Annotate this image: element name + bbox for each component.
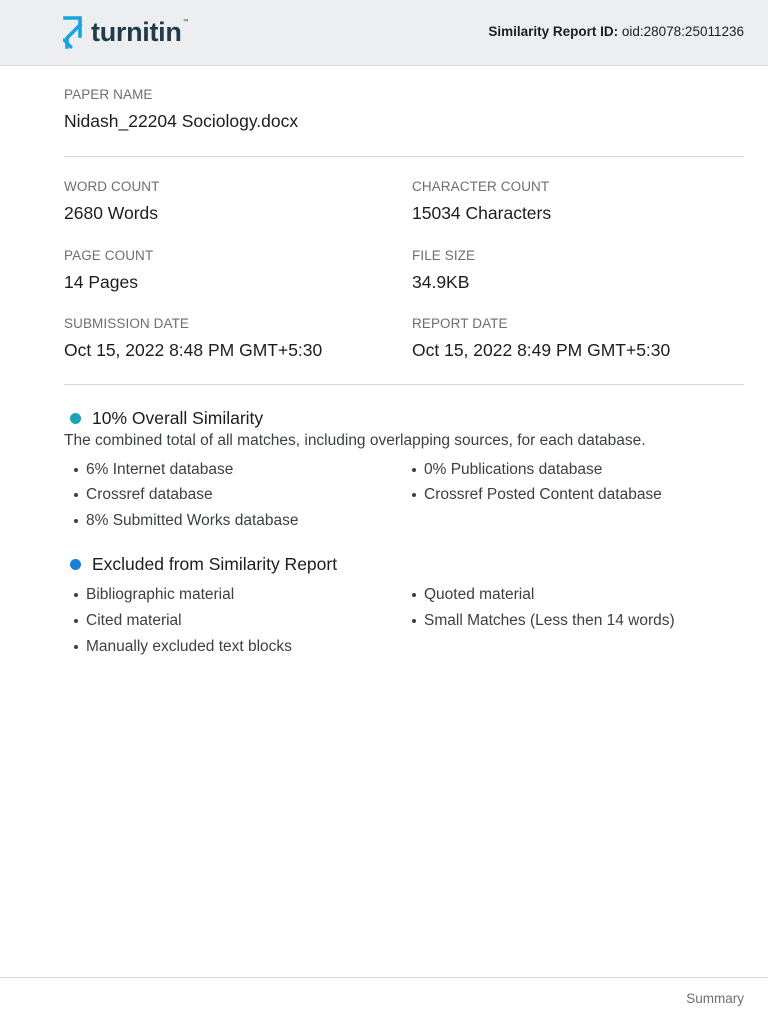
similarity-item [64,461,233,479]
similarity-item [64,512,299,530]
divider-middle [64,384,744,385]
similarity-report-id [488,24,744,39]
excluded-item [402,586,534,604]
excluded-heading [64,554,337,575]
submission-date-value: Oct 15, 2022 8:48 PM GMT+5:30 [64,340,323,360]
report-header [0,0,768,66]
page-count-label: PAGE COUNT [64,248,154,263]
divider-top [64,156,744,157]
bullet-icon [74,468,78,472]
logo-trademark: ™ [182,19,189,25]
excluded-item [64,586,234,604]
turnitin-logo-icon [63,14,87,50]
report-date-value: Oct 15, 2022 8:49 PM GMT+5:30 [412,340,671,360]
bullet-icon [412,619,416,623]
excluded-item [64,638,292,656]
word-count-label: WORD COUNT [64,179,160,194]
similarity-item [402,461,602,479]
similarity-item-label: 0% Publications database [424,461,603,478]
overall-similarity-heading [64,408,263,429]
excluded-item-label: Bibliographic material [86,586,235,603]
bullet-icon [412,593,416,597]
bullet-icon [74,619,78,623]
excluded-item-label: Quoted material [424,586,535,603]
similarity-item [64,486,213,504]
similarity-item [402,486,662,504]
footer-divider [0,977,768,978]
excluded-item [402,612,675,630]
page-count-value: 14 Pages [64,272,138,292]
excluded-item [64,612,182,630]
report-date-label: REPORT DATE [412,316,508,331]
submission-date-label: SUBMISSION DATE [64,316,190,331]
logo-wordmark: turnitin [91,16,182,47]
excluded-item-label: Cited material [86,612,182,629]
similarity-item-label: Crossref Posted Content database [424,486,662,503]
turnitin-logo [63,13,189,51]
excluded-item-label: Manually excluded text blocks [86,638,292,655]
character-count-label: CHARACTER COUNT [412,179,550,194]
paper-name-value: Nidash_22204 Sociology.docx [64,111,299,131]
file-size-label: FILE SIZE [412,248,476,263]
excluded-dot-icon [70,559,81,570]
similarity-item-label: Crossref database [86,486,213,503]
bullet-icon [74,593,78,597]
excluded-item-label: Small Matches (Less then 14 words) [424,612,675,629]
bullet-icon [74,645,78,649]
character-count-value: 15034 Characters [412,203,552,223]
report-id-label: Similarity Report ID: [488,24,619,39]
similarity-item-label: 6% Internet database [86,461,234,478]
bullet-icon [412,493,416,497]
footer-summary-label: Summary [686,991,744,1006]
bullet-icon [74,493,78,497]
similarity-dot-icon [70,413,81,424]
bullet-icon [412,468,416,472]
paper-name-label: PAPER NAME [64,87,153,102]
word-count-value: 2680 Words [64,203,159,223]
similarity-item-label: 8% Submitted Works database [86,512,299,529]
excluded-title: Excluded from Similarity Report [92,554,338,574]
report-id-value: oid:28078:25011236 [618,24,744,39]
bullet-icon [74,519,78,523]
overall-similarity-title: 10% Overall Similarity [92,408,264,428]
file-size-value: 34.9KB [412,272,470,292]
similarity-description: The combined total of all matches, including overlapping sources, for each database. [64,432,646,449]
